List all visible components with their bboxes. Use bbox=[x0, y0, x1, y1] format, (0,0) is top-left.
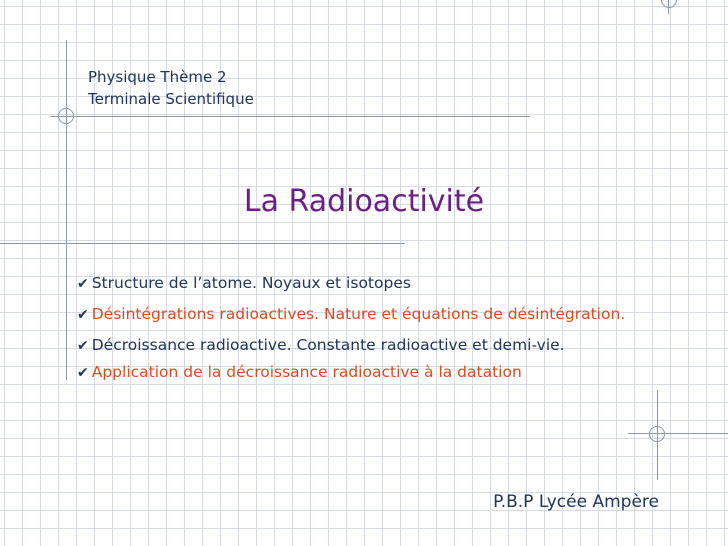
bullet-list bbox=[77, 272, 677, 384]
decorative-circle-top-right bbox=[661, 0, 677, 8]
bullet-text: Décroissance radioactive. Constante radioactive et demi-vie. bbox=[91, 336, 565, 354]
bullet-text: Structure de l’atome. Noyaux et isotopes bbox=[91, 274, 411, 292]
decorative-horizontal-line-top bbox=[50, 116, 530, 117]
course-subject: Physique Thème 2 bbox=[88, 68, 227, 86]
decorative-circle-top-left bbox=[58, 108, 74, 124]
decorative-horizontal-line-mid bbox=[0, 243, 405, 244]
check-icon: ✔ bbox=[77, 307, 89, 323]
bullet-item bbox=[77, 361, 677, 384]
bullet-text: Désintégrations radioactives. Nature et équations de désintégration. bbox=[91, 305, 626, 323]
slide-title: La Radioactivité bbox=[243, 184, 485, 219]
course-level: Terminale Scientifique bbox=[88, 90, 254, 108]
bullet-text: Application de la décroissance radioactive à la datation bbox=[91, 363, 522, 381]
course-header bbox=[88, 66, 254, 110]
check-icon: ✔ bbox=[77, 276, 89, 292]
check-icon: ✔ bbox=[77, 338, 89, 354]
check-icon: ✔ bbox=[77, 365, 89, 381]
bullet-item bbox=[77, 272, 677, 295]
decorative-horizontal-line-right bbox=[628, 433, 728, 434]
bullet-item bbox=[77, 303, 677, 326]
author-credit: P.B.P Lycée Ampère bbox=[493, 492, 659, 512]
bullet-item bbox=[77, 334, 677, 357]
decorative-circle-bottom-right bbox=[649, 426, 665, 442]
